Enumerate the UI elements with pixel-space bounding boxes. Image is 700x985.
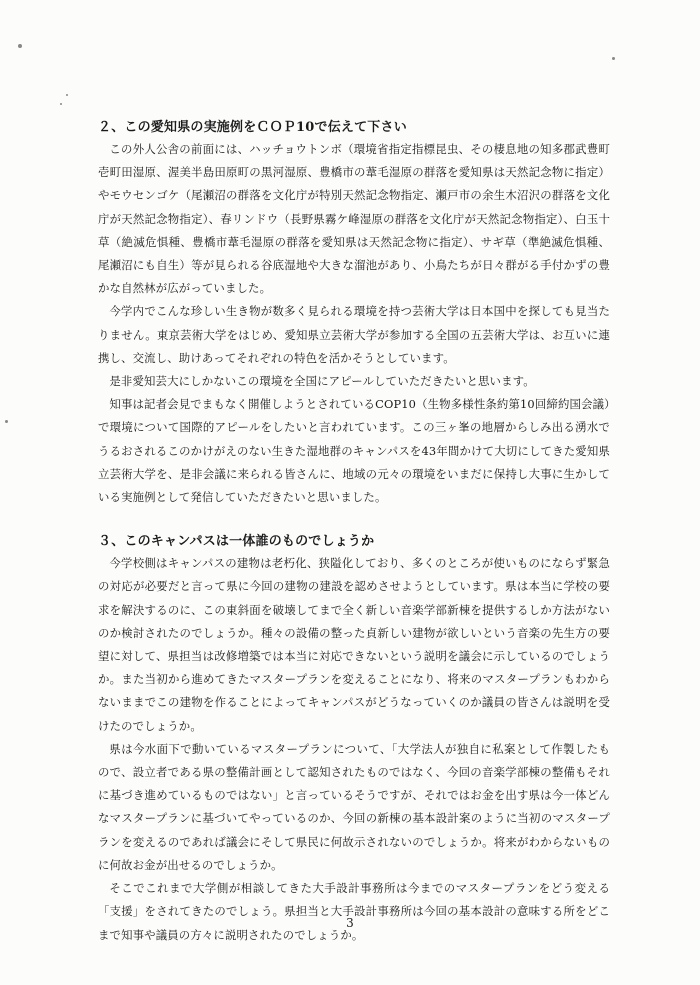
- page-number: 3: [346, 916, 354, 930]
- section-2-paragraph: この外人公舎の前面には、ハッチョウトンボ（環境省指定指標昆虫、その棲息地の知多郡武豊町壱町田湿原、渥美半島田原町の黒河湿原、豊橋市の葦毛湿原の群落を愛知県は天然記念物に指定）やモウセンゴケ（尾瀬沼の群落を文化庁が特別天然記念物指定、瀬戸市の余生木沼沢の群落を文化庁が天然記念物指定）、春リンドウ（長野県霧ケ峰湿原の群落を文化庁が天然記念物指定）、白玉十草（絶滅危惧種、豊橋市葦毛湿原の群落を愛知県は天然記念物に指定）、サギ草（準絶滅危惧種、尾瀬沼にも自生）等が見られる谷底湿地や大きな溜池があり、小鳥たちが日々群がる手付かずの豊かな自然林が広がっていました。: [98, 142, 610, 296]
- scan-speck: [5, 420, 8, 423]
- scan-speck: [60, 103, 62, 105]
- section-2-paragraph: 知事は記者会見でまもなく開催しようとされているCOP10（生物多様性条約第10回締約国会議）で環境について国際的アピールをしたいと言われています。この三ヶ峯の地層からしみ出る湧水でうるおされるこのかけがえのない生きた湿地群のキャンパスを43年間かけて大切にしてきた愛知県立芸術大学を、是非会議に来られる皆さんに、地域の元々の環境をいまだに保持し大事に生かしている実施例として発信していただきたいと思いました。: [98, 397, 610, 505]
- section-3-paragraph: そこでこれまで大学側が相談してきた大手設計事務所は今までのマスタープランをどう変える「支援」をされてきたのでしょう。県担当と大手設計事務所は今回の基本設計の意味する所をどこまで知事や議員の方々に説明されたのでしょうか。: [98, 881, 610, 942]
- document-body: [98, 118, 610, 947]
- section-3-paragraph: 今学校側はキャンパスの建物は老朽化、狭隘化しており、多くのところが使いものにならず緊急の対応が必要だと言って県に今回の建物の建設を認めさせようとしています。県は本当に学校の要求を解決するのに、この東斜面を破壊してまで全く新しい音楽学部新棟を提供するしか方法がないのか検討されたのでしょうか。種々の設備の整った貞新しい建物が欲しいという音楽の先生方の要望に対して、県担当は改修増築では本当に対応できないという説明を議会に示しているのでしょうか。また当初から進めてきたマスタープランを変えることになり、将来のマスタープランもわからないままでこの建物を作ることによってキャンパスがどうなっていくのか議員の皆さんは説明を受けたのでしょうか。: [98, 556, 610, 733]
- section-heading-3: ３、このキャンパスは一体誰のものでしょうか: [98, 534, 375, 550]
- section-2-paragraph: 是非愛知芸大にしかないこの環境を全国にアピールしていただきたいと思います。: [109, 374, 535, 389]
- scan-speck: [66, 94, 68, 96]
- scan-speck: [612, 57, 615, 60]
- section-3-paragraph: 県は今水面下で動いているマスタープランについて、「大学法人が独自に私案として作製したもので、設立者である県の整備計画として認知されたものではなく、今回の音楽学部棟の整備もそれに基づき進めているものではない」と言っているそうですが、それではお金を出す県は今一体どんなマスタープランに基づいてやっているのか、今回の新棟の基本設計案のように当初のマスタープランを変えるのであれば議会にそして県民に何故示されないのでしょうか。将来がわからないものに何故お金が出せるのでしょうか。: [98, 741, 610, 872]
- section-heading-2: ２、この愛知県の実施例をＣＯＰ10で伝えて下さい: [98, 120, 407, 135]
- section-divider-space: [98, 509, 610, 532]
- section-2-paragraph: 今学内でこんな珍しい生き物が数多く見られる環境を持つ芸術大学は日本国中を探しても見当たりません。東京芸術大学をはじめ、愛知県立芸術大学が参加する全国の五芸術大学は、お互いに連携し、交流し、助けあってそれぞれの特色を活かそうとしています。: [98, 304, 610, 365]
- scan-speck: [18, 44, 22, 48]
